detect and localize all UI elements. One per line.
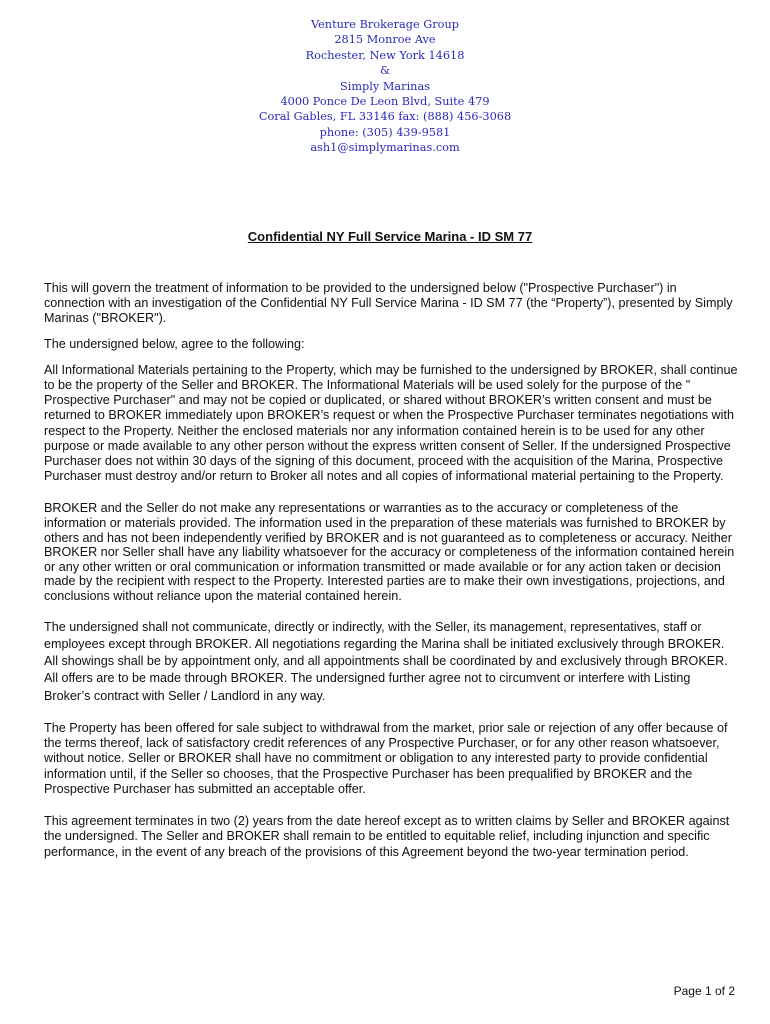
company-street: 2815 Monroe Ave (334, 33, 436, 47)
partner-city-fax: Coral Gables, FL 33146 fax: (888) 456-3068 (258, 110, 512, 124)
paragraph-materials: All Informational Materials pertaining to the Property, which may be furnished to the undersigned by BROKER, shall continue to be the property of the Seller and BROKER. The Informational Materials will be used solely for the purpose of the " Prospective Purchaser" and may not be copied or duplicated, or shared without BROKER’s written consent and must be returned to BROKER immediately upon BROKER’s request or when the Prospective Purchaser terminates negotiations with respect to the Property. Neither the enclosed materials nor any information contained herein is to be used for any other purpose or made available to any other person without the express written consent of Seller. If the undersigned Prospective Purchaser does not within 30 days of the signing of this document, proceed with the acquisition of the Marina, Prospective Purchaser must destroy and/or return to Broker all notes and all copies of informational material pertaining to the Property. (44, 362, 738, 484)
paragraph-termination: This agreement terminates in two (2) years from the date hereof except as to written claims by Seller and BROKER against the undersigned. The Seller and BROKER shall remain to be entitled to equitable relief, including injunction and specific performance, in the event of any breach of the provisions of this Agreement beyond the two-year termination period. (44, 814, 730, 859)
partner-phone: phone: (305) 439-9581 (319, 125, 451, 139)
partner-street: 4000 Ponce De Leon Blvd, Suite 479 (280, 95, 490, 109)
document-body (44, 281, 738, 860)
letterhead (0, 17, 770, 156)
paragraph-intro: This will govern the treatment of information to be provided to the undersigned below ("Prospective Purchaser") in connection with an investigation of the Confidential NY Full Service Marina - ID SM 77 (the “Property”), presented by Simply Marinas ("BROKER"). (44, 281, 733, 326)
ampersand: & (379, 64, 391, 78)
company-name: Venture Brokerage Group (311, 18, 459, 31)
document-title: Confidential NY Full Service Marina - ID SM 77 (247, 229, 533, 244)
company-city: Rochester, New York 14618 (305, 48, 465, 62)
paragraph-agree: The undersigned below, agree to the following: (44, 336, 305, 351)
paragraph-offer: The Property has been offered for sale subject to withdrawal from the market, prior sale or rejection of any offer because of the terms thereof, lack of satisfactory credit references of any Prospective Purchaser, or for any other reason whatsoever, without notice. Seller or BROKER shall have no commitment or obligation to any interested party to provide confidential information until, if the Seller so chooses, that the Prospective Purchaser has been prequalified by BROKER and the Prospective Purchaser has submitted an acceptable offer. (44, 721, 728, 796)
paragraph-disclaimer: BROKER and the Seller do not make any representations or warranties as to the accuracy or completeness of the information or materials provided. The information used in the preparation of these materials was furnished to BROKER by others and has not been independently verified by BROKER and is not guaranteed as to completeness or accuracy. Neither BROKER nor Seller shall have any liability whatsoever for the accuracy or completeness of the information contained herein or any other written or oral communication or information transmitted or made available or for any action taken or decision made by the recipient with respect to the Property. Interested parties are to make their own investigations, projections, and conclusions without reliance upon the material contained herein. (44, 501, 735, 603)
partner-email: ash1@simplymarinas.com (310, 141, 460, 155)
paragraph-communication: The undersigned shall not communicate, directly or indirectly, with the Seller, its management, representatives, staff or employees except through BROKER. All negotiations regarding the Marina shall be initiated exclusively through BROKER. All showings shall be by appointment only, and all appointments shall be coordinated by and exclusively through BROKER. All offers are to be made through BROKER. The undersigned further agree not to circumvent or interfere with Listing Broker’s contract with Seller / Landlord in any way. (44, 619, 728, 703)
page-number: Page 1 of 2 (673, 984, 735, 998)
partner-name: Simply Marinas (339, 79, 430, 93)
